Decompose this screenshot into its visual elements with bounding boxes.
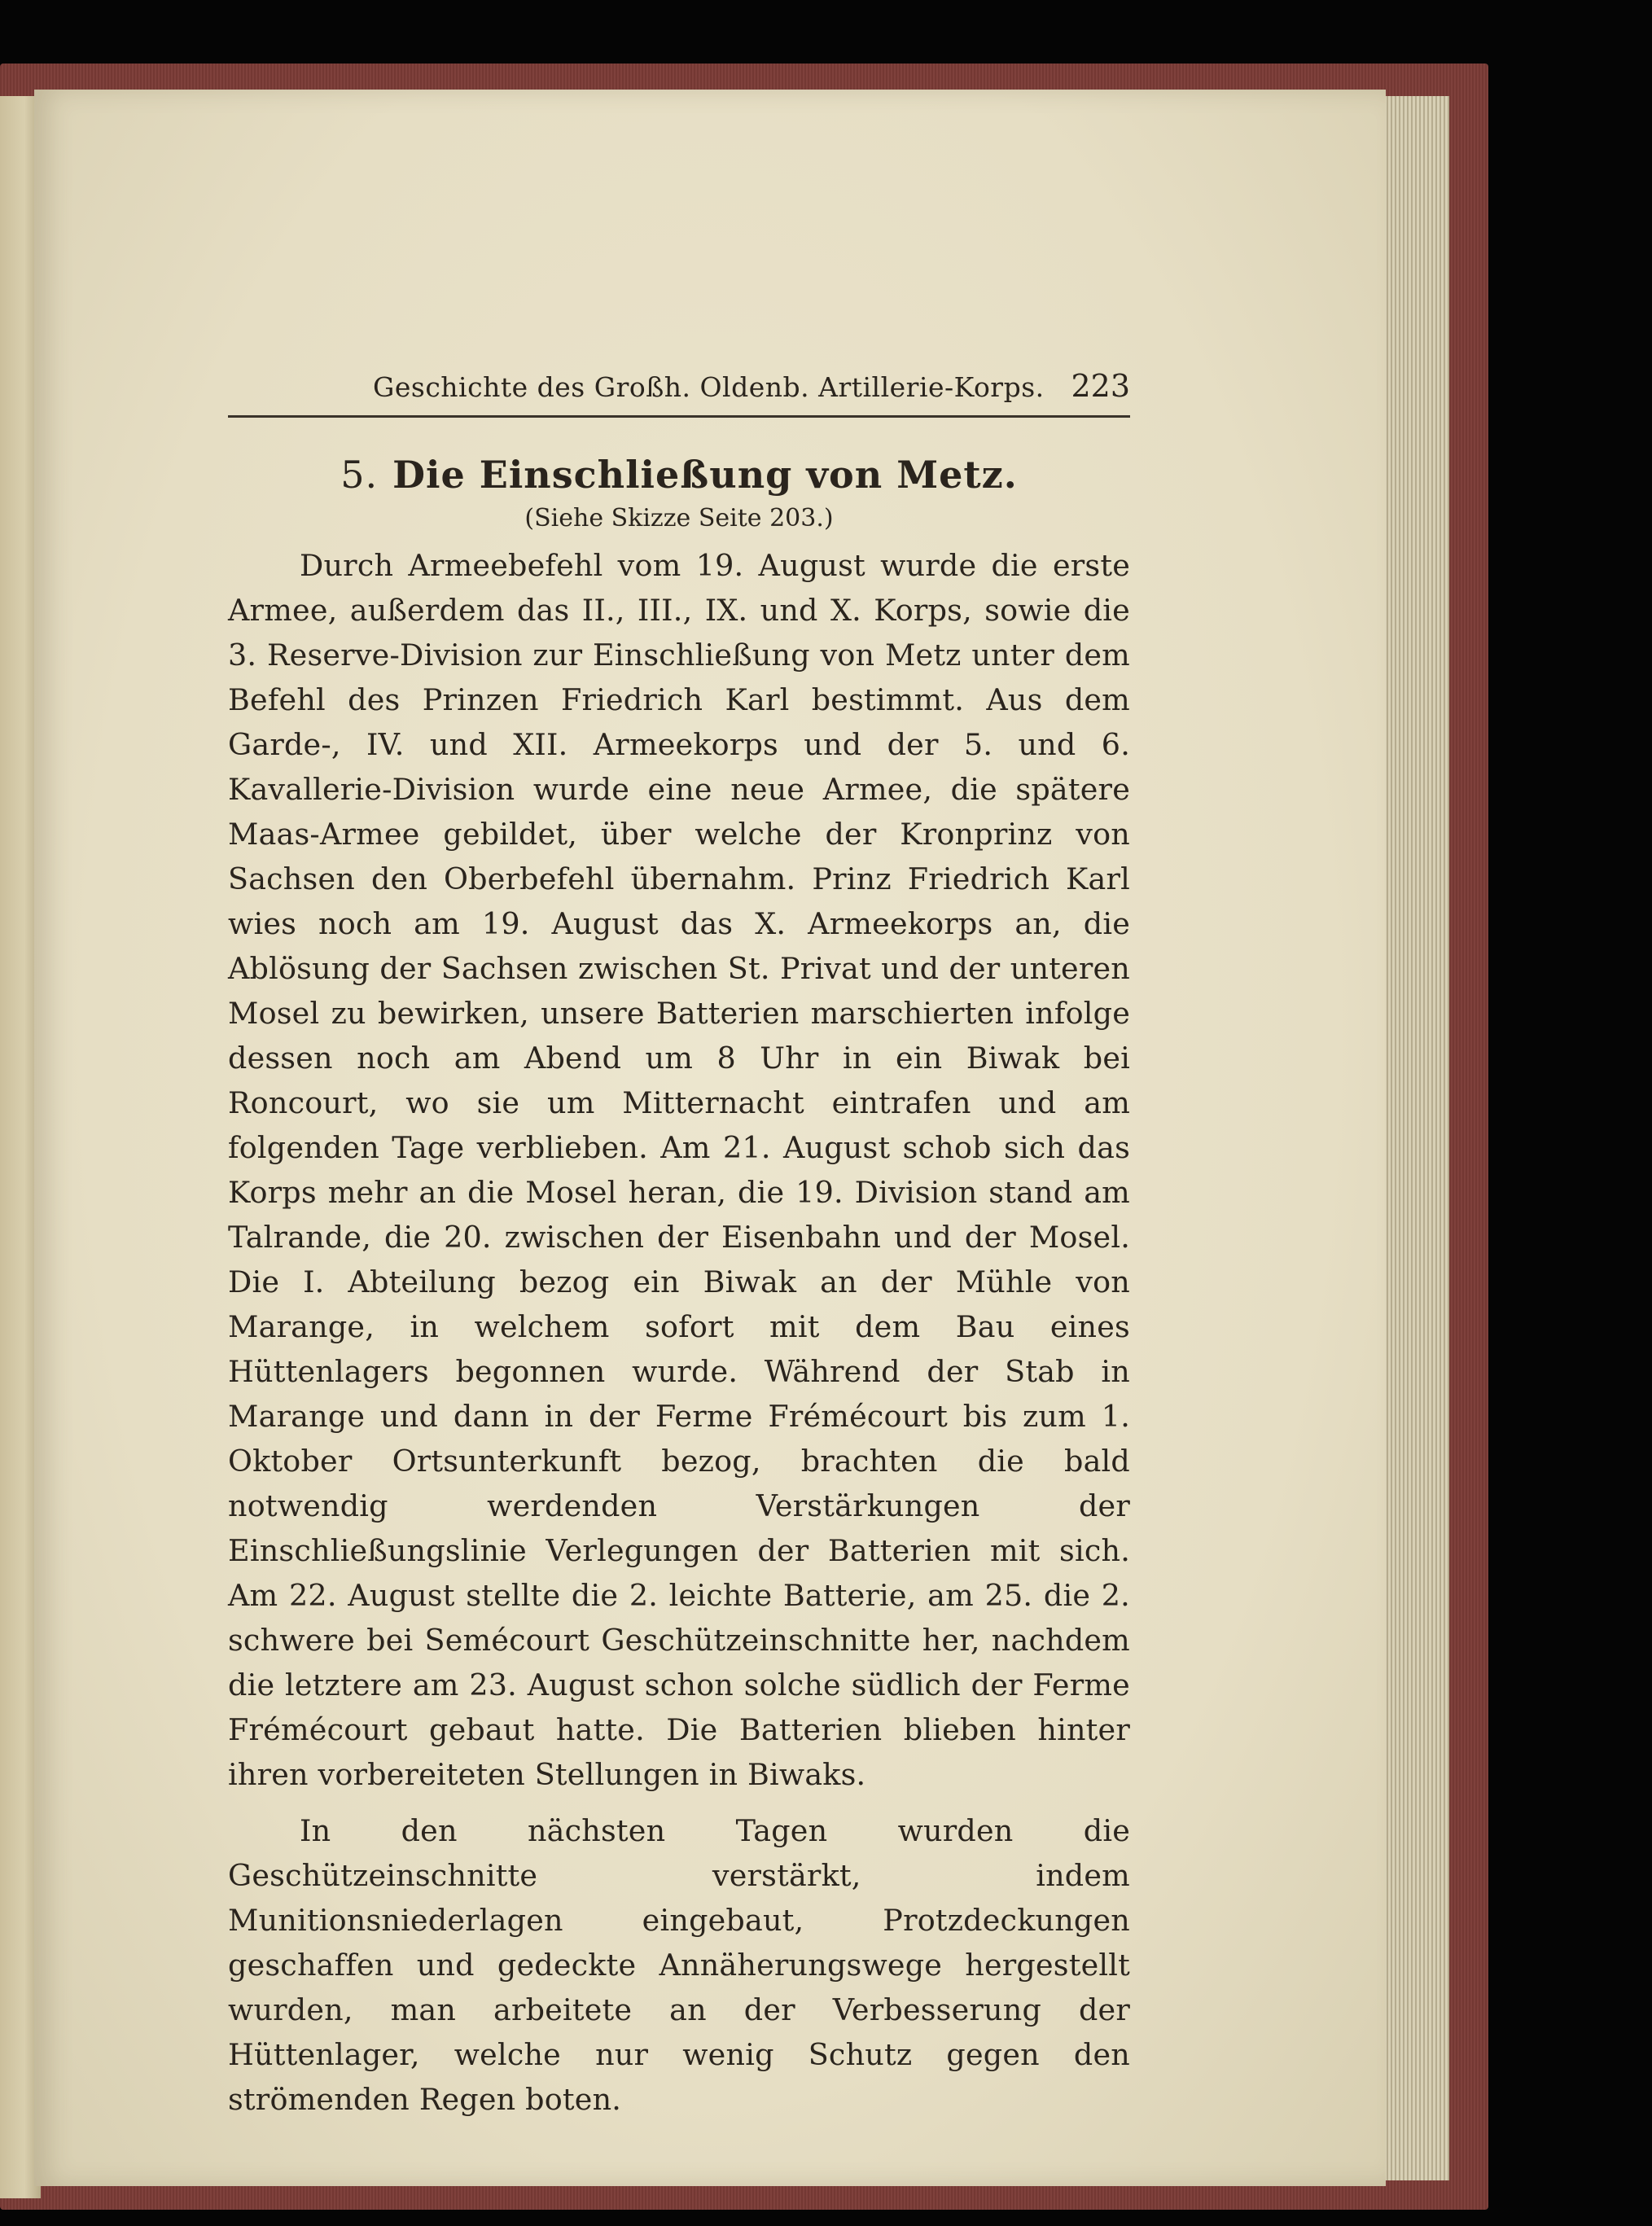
text-block [228, 366, 1130, 2122]
chapter-title: Die Einschließung von Metz. [392, 453, 1018, 497]
chapter-heading [228, 452, 1130, 497]
page-block-edges [1384, 96, 1449, 2180]
paragraph-2: In den nächsten Tagen wurden die Geschützeinschnitte verstärkt, indem Munitionsniederlagen eingebaut, Protzdeckungen geschaffen und gedeckte Annäherungswege hergestellt wurden, man arbeitete an der Verbesserung der Hüttenlager, welche nur wenig Schutz gegen den strömenden Regen boten. [228, 1813, 1130, 2117]
paragraph-1: Durch Armeebefehl vom 19. August wurde die erste Armee, außerdem das II., III., IX. und X. Korps, sowie die 3. Reserve-Division zur Einschließung von Metz unter dem Befehl des Prinzen Friedrich Karl bestimmt. Aus dem Garde-, IV. und XII. Armeekorps und der 5. und 6. Kavallerie-Division wurde eine neue Armee, die spätere Maas-Armee gebildet, über welche der Kronprinz von Sachsen den Oberbefehl übernahm. Prinz Friedrich Karl wies noch am 19. August das X. Armeekorps an, die Ablösung der Sachsen zwischen St. Privat und der unteren Mosel zu bewirken, unsere Batterien marschierten infolge dessen noch am Abend um 8 Uhr in ein Biwak bei Roncourt, wo sie um Mitternacht eintrafen und am folgenden Tage verblieben. Am 21. August schob sich das Korps mehr an die Mosel heran, die 19. Division stand am Talrande, die 20. zwischen der Eisenbahn und der Mosel. Die I. Abteilung bezog ein Biwak an der Mühle von Marange, in welchem sofort mit dem Bau eines Hüttenlagers begonnen wurde. Während der Stab in Marange und dann in der Ferme Frémécourt bis zum 1. Oktober Ortsunterkunft bezog, brachten die bald notwendig werdenden Verstärkungen der Einschließungslinie Verlegungen der Batterien mit sich. Am 22. August stellte die 2. leichte Batterie, am 25. die 2. schwere bei Semécourt Geschützeinschnitte her, nachdem die letztere am 23. August schon solche südlich der Ferme Frémécourt gebaut hatte. Die Batterien blieben hinter ihren vorbereiteten Stellungen in Biwaks. [228, 548, 1130, 1792]
chapter-subtitle: (Siehe Skizze Seite 203.) [524, 504, 834, 532]
chapter-number: 5. [340, 453, 379, 497]
running-title: Geschichte des Großh. Oldenb. Artillerie-Korps. [373, 371, 1045, 403]
page-number: 223 [1071, 368, 1130, 404]
book-page [34, 90, 1386, 2186]
running-head [228, 366, 1130, 418]
